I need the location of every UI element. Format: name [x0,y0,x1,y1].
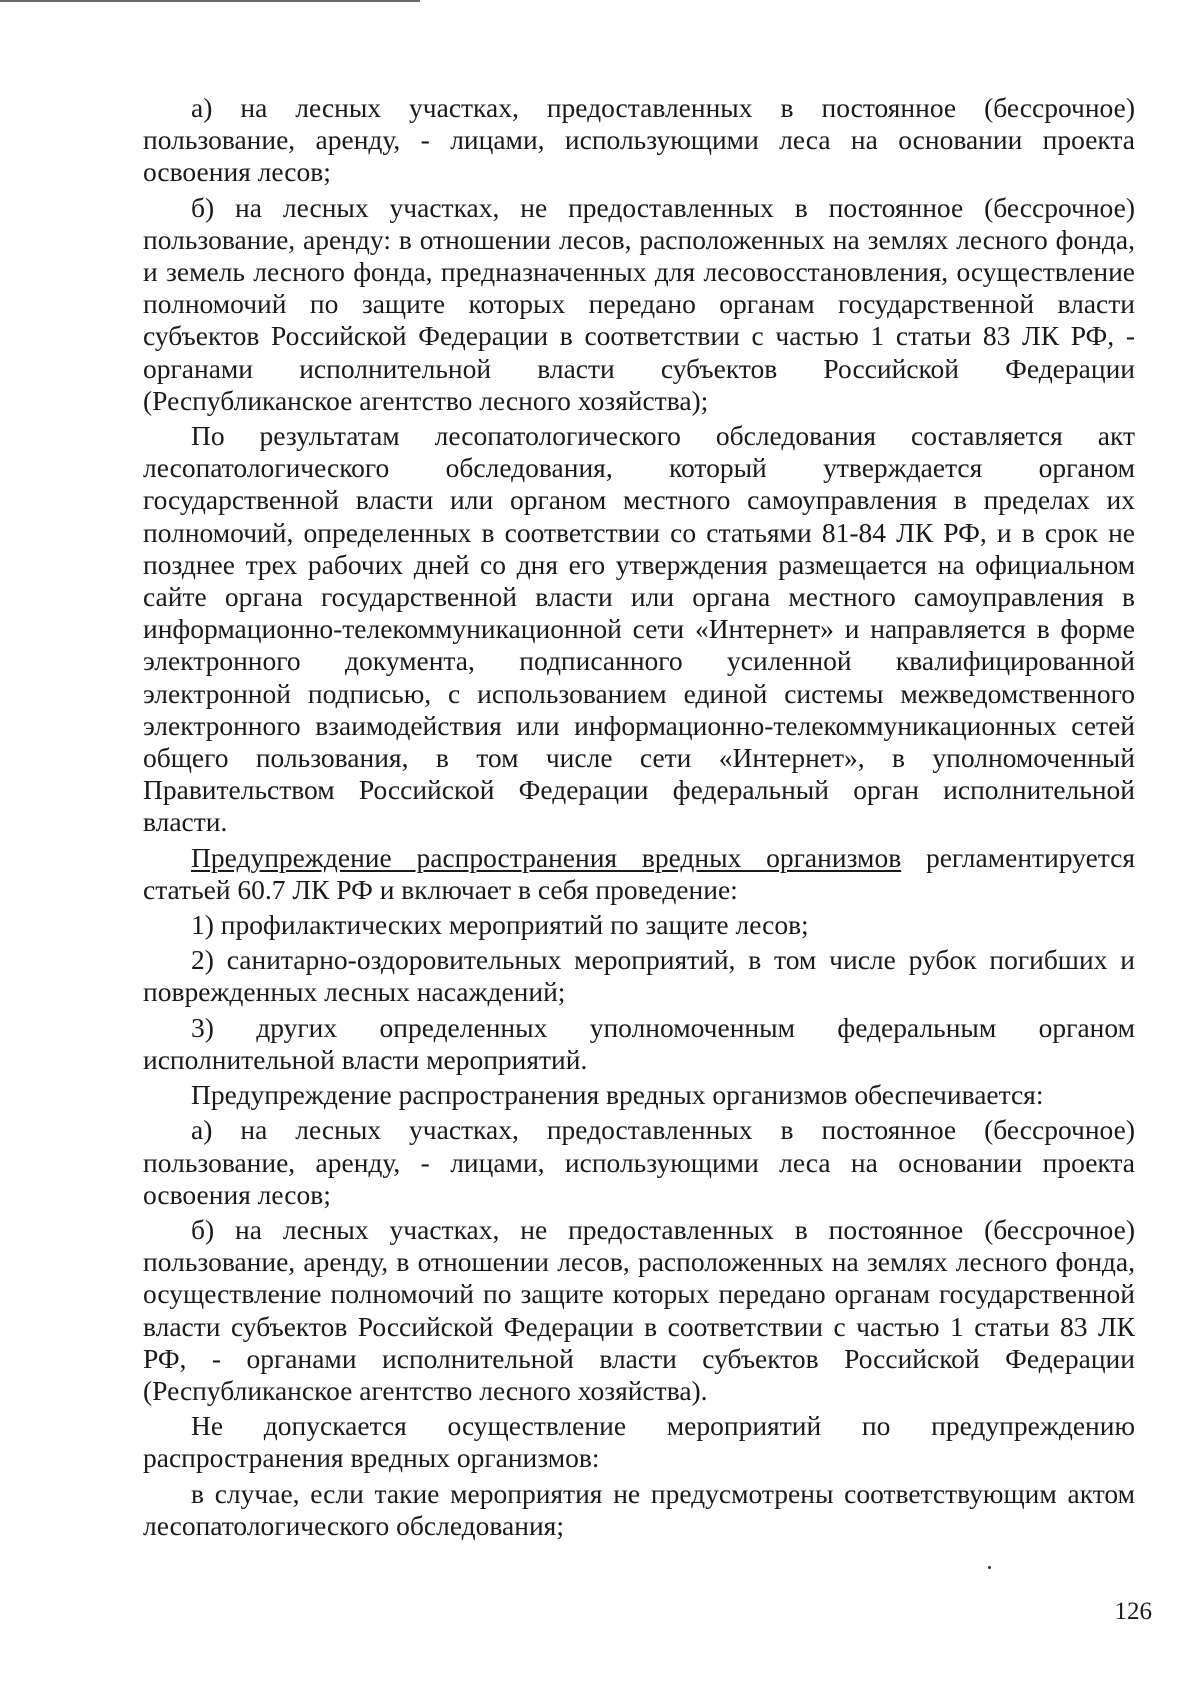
paragraph-b-second: б) на лесных участках, не предоставленных в постоянное (бессрочное) пользование, аренду, в отношении лесов, расположенных на землях лесного фонда, осуществление полномочий по защите которых передано органам государственной власти субъектов Российской Федерации в соответствии с частью 1 статьи 83 ЛК РФ, - органами исполнительной власти субъектов Российской Федерации (Республиканское агентство лесного хозяйства). [143,1213,1135,1406]
list-item-3: 3) других определенных уполномоченным федеральным органом исполнительной власти мероприятий. [143,1011,1135,1075]
scan-speck [988,1566,991,1569]
paragraph-not-allowed: Не допускается осуществление мероприятий по предупреждению распространения вредных организмов: [143,1410,1135,1474]
document-page [143,92,1135,1542]
scan-edge-line [0,0,420,2]
page-number: 126 [1114,1598,1152,1625]
prevention-intro-text: регламентируется статьей 60.7 ЛК РФ и включает в себя проведение: [143,841,1135,905]
paragraph-prevention-provided: Предупреждение распространения вредных организмов обеспечивается: [191,1079,1044,1111]
list-item-1: 1) профилактических мероприятий по защите лесов; [191,909,809,941]
paragraph-b-first: б) на лесных участках, не предоставленных в постоянное (бессрочное) пользование, аренду: в отношении лесов, расположенных на землях лесного фонда, и земель лесного фонда, предназначенных для лесовосстановления, осуществление полномочий по защите которых передано органам государственной власти субъектов Российской Федерации в соответствии с частью 1 статьи 83 ЛК РФ, - органами исполнительной власти субъектов Российской Федерации (Республиканское агентство лесного хозяйства); [143,191,1135,416]
paragraph-case: в случае, если такие мероприятия не предусмотрены соответствующим актом лесопатологического обследования; [143,1477,1135,1541]
prevention-heading-underlined: Предупреждение распространения вредных организмов [191,841,902,873]
paragraph-a-first: а) на лесных участках, предоставленных в постоянное (бессрочное) пользование, аренду, - лицами, использующими леса на основании проекта освоения лесов; [143,92,1135,188]
list-item-2: 2) санитарно-оздоровительных мероприятий, в том числе рубок погибших и поврежденных лесных насаждений; [143,944,1135,1008]
paragraph-prevention-intro [143,842,1135,906]
paragraph-a-second: а) на лесных участках, предоставленных в постоянное (бессрочное) пользование, аренду, - лицами, использующими леса на основании проекта освоения лесов; [143,1114,1135,1210]
paragraph-survey-act: По результатам лесопатологического обследования составляется акт лесопатологического обследования, который утверждается органом государственной власти или органом местного самоуправления в пределах их полномочий, определенных в соответствии со статьями 81-84 ЛК РФ, и в срок не позднее трех рабочих дней со дня его утверждения размещается на официальном сайте органа государственной власти или органа местного самоуправления в информационно-телекоммуникационной сети «Интернет» и направляется в форме электронного документа, подписанного усиленной квалифицированной электронной подписью, с использованием единой системы межведомственного электронного взаимодействия или информационно-телекоммуникационных сетей общего пользования, в том числе сети «Интернет», в уполномоченный Правительством Российской Федерации федеральный орган исполнительной власти. [143,420,1135,838]
